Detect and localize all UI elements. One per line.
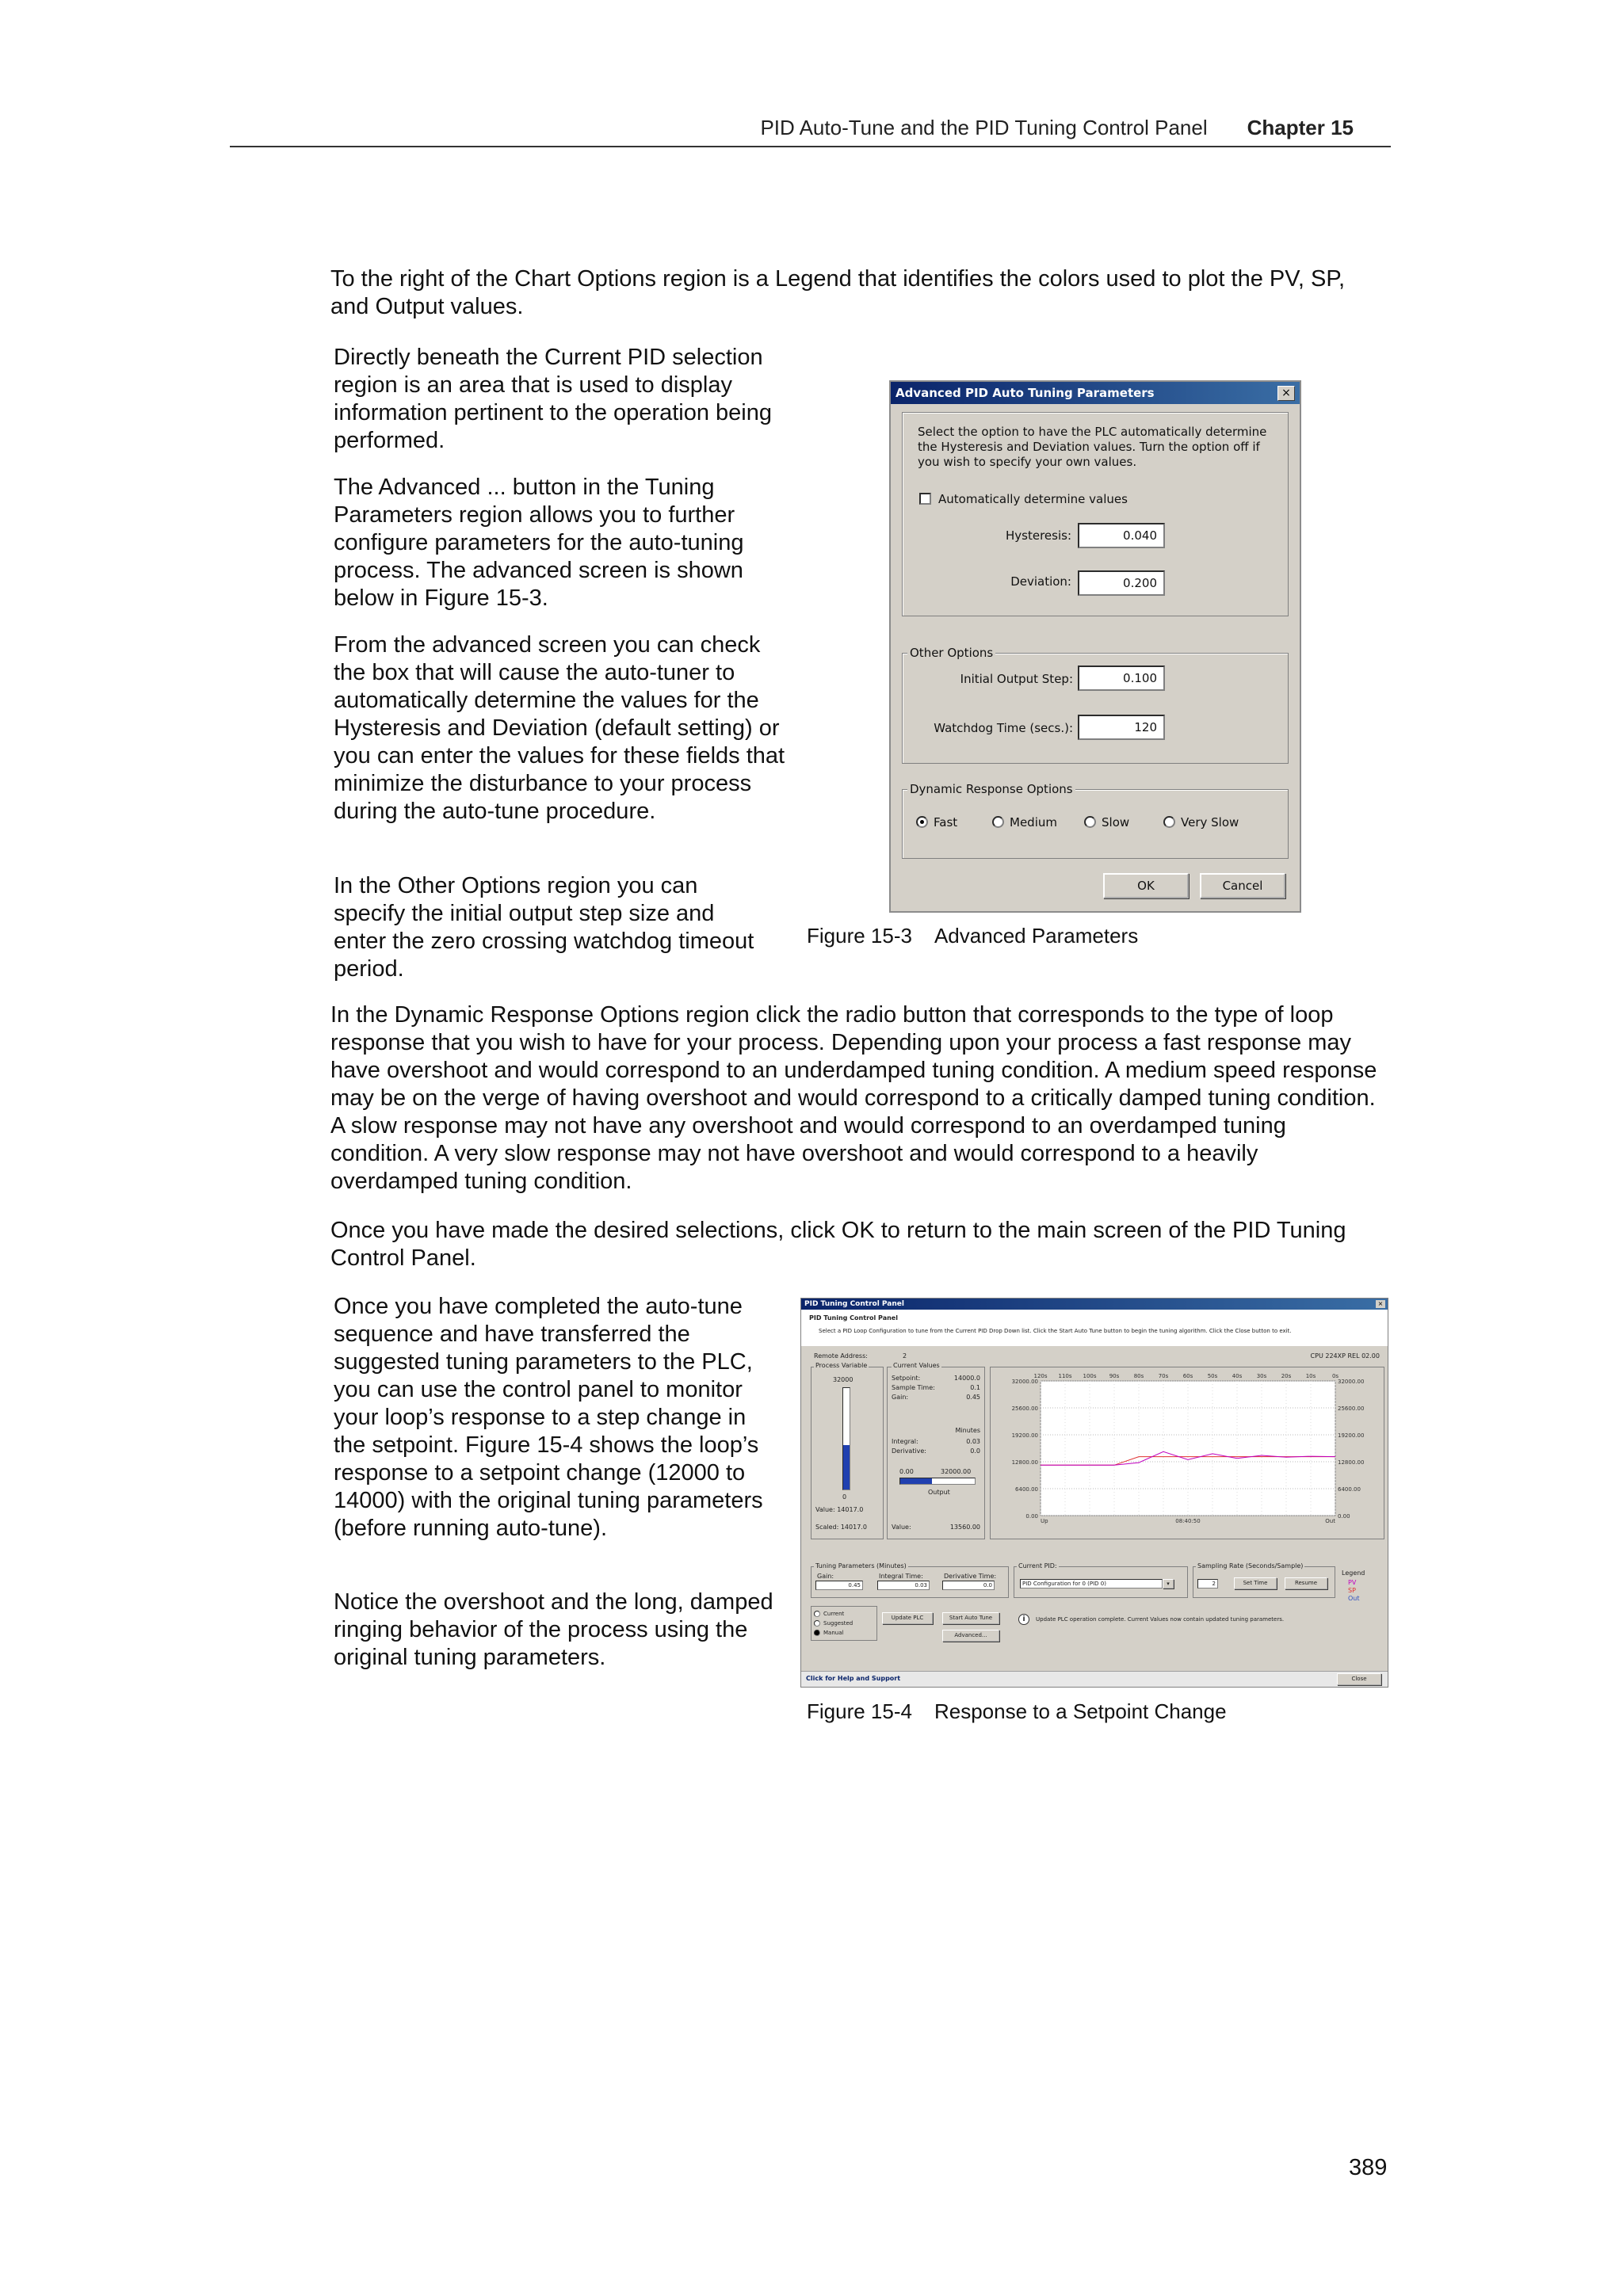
- legend-label: Legend: [1342, 1569, 1365, 1577]
- legend-out: Out: [1348, 1595, 1360, 1602]
- other-options-label: Other Options: [907, 646, 995, 660]
- derivative-value: 0.0: [970, 1447, 980, 1455]
- tuning-gain-label: Gain:: [817, 1573, 834, 1580]
- dynamic-response-label: Dynamic Response Options: [907, 782, 1075, 796]
- radio-suggested-label: Suggested: [823, 1620, 854, 1627]
- radio-medium-label: Medium: [1010, 815, 1057, 830]
- ok-button[interactable]: OK: [1103, 873, 1189, 898]
- gain-label: Gain:: [892, 1394, 909, 1401]
- auto-determine-label: Automatically determine values: [938, 492, 1128, 506]
- paragraph-other-options: In the Other Options region you can specify the initial output step size and enter the zero crossing watchdog timeout period.: [334, 873, 754, 982]
- tuning-derivative-label: Derivative Time:: [944, 1573, 997, 1580]
- chevron-down-icon[interactable]: ▾: [1163, 1579, 1174, 1589]
- output-max: 32000.00: [941, 1468, 972, 1475]
- x-tick: 70s: [1158, 1373, 1169, 1379]
- current-pid-label: Current PID:: [1018, 1562, 1057, 1569]
- legend-sp: SP: [1348, 1587, 1356, 1594]
- update-plc-button[interactable]: Update PLC: [882, 1612, 933, 1624]
- cpu-info: CPU 224XP REL 02.00: [1310, 1352, 1380, 1360]
- panel-instructions: Select a PID Loop Configuration to tune from the Current PID Drop Down list. Click the Start Auto Tune button to begin the tuning algorithm. Click the Close button to exit.: [819, 1328, 1292, 1334]
- y-tick-left: 25600.00: [1011, 1405, 1038, 1412]
- integral-value: 0.03: [966, 1438, 980, 1445]
- output-bar: [899, 1478, 976, 1485]
- output-label: Output: [928, 1489, 950, 1496]
- panel-title-bar: [801, 1299, 1388, 1310]
- figure-15-3-number: Figure 15-3: [807, 924, 912, 948]
- y-tick-right: 12800.00: [1338, 1459, 1365, 1466]
- radio-slow[interactable]: [1084, 816, 1096, 828]
- pv-label: Process Variable: [815, 1362, 868, 1369]
- panel-close-icon[interactable]: ×: [1376, 1300, 1385, 1308]
- paragraph-overshoot: Notice the overshoot and the long, damped ringing behavior of the process using the original tuning parameters.: [334, 1589, 773, 1670]
- pv-gauge-fill: [843, 1445, 850, 1489]
- figure-15-4-caption: [807, 1699, 1227, 1724]
- sample-time-label: Sample Time:: [892, 1384, 935, 1391]
- tuning-integral-label: Integral Time:: [879, 1573, 923, 1580]
- initial-step-label: Initial Output Step:: [960, 672, 1073, 686]
- pv-max: 32000: [833, 1376, 854, 1383]
- paragraph-monitor: Once you have completed the auto-tune sequence and have transferred the suggested tuning parameters to the PLC, you can use the control panel to monitor your loop’s response to a step change in the setpoint. Figure 15-4 shows the loop’s response to a setpoint change (12000 to 14000) with the original tuning parameters (before running auto-tune).: [334, 1294, 763, 1541]
- hysteresis-input[interactable]: 0.040: [1078, 523, 1165, 548]
- paragraph-advanced-button: The Advanced ... button in the Tuning Parameters region allows you to further configure parameters for the auto-tuning process. The advanced screen is shown below in Figure 15-3.: [334, 475, 744, 611]
- pv-scaled: Scaled: 14017.0: [815, 1524, 867, 1531]
- panel-title: PID Tuning Control Panel: [804, 1300, 904, 1308]
- paragraph-advanced-screen: From the advanced screen you can check the box that will cause the auto-tuner to automatically determine the values for the Hysteresis and Deviation (default setting) or you can enter the values for these fields that minimize the disturbance to your process during the auto-tune procedure.: [334, 632, 785, 824]
- derivative-label: Derivative:: [892, 1447, 926, 1455]
- figure-15-4-title: Response to a Setpoint Change: [934, 1699, 1227, 1723]
- pid-tuning-control-panel: [800, 1298, 1388, 1688]
- output-min: 0.00: [899, 1468, 914, 1475]
- dialog-title-bar: [891, 382, 1300, 404]
- remote-address-value: 2: [903, 1352, 907, 1360]
- radio-manual[interactable]: [814, 1630, 820, 1636]
- dialog-title: Advanced PID Auto Tuning Parameters: [896, 386, 1155, 400]
- x-tick: 10s: [1305, 1373, 1316, 1379]
- paragraph-current-pid: Directly beneath the Current PID selection region is an area that is used to display information pertinent to the operation being performed.: [334, 345, 772, 453]
- remote-address-label: Remote Address:: [814, 1352, 868, 1360]
- radio-current[interactable]: [814, 1611, 820, 1617]
- y-tick-left: 19200.00: [1011, 1432, 1038, 1439]
- cv-value: 13560.00: [949, 1524, 980, 1531]
- hysteresis-label: Hysteresis:: [1006, 528, 1071, 543]
- x-tick: 0s: [1331, 1373, 1339, 1379]
- figure-15-3-caption: [807, 924, 1138, 948]
- close-button[interactable]: Close: [1337, 1673, 1381, 1685]
- y-tick-right: 0.00: [1338, 1513, 1350, 1520]
- watchdog-label: Watchdog Time (secs.):: [934, 721, 1073, 735]
- y-tick-right: 19200.00: [1338, 1432, 1365, 1439]
- x-tick: 100s: [1083, 1373, 1097, 1379]
- x-tick: 110s: [1058, 1373, 1072, 1379]
- x-axis-time-label: 08:40:50: [1175, 1518, 1201, 1524]
- legend-pv: PV: [1348, 1579, 1357, 1586]
- tuning-derivative-input[interactable]: 0.0: [942, 1581, 995, 1590]
- pv-value: Value: 14017.0: [815, 1506, 864, 1513]
- x-tick: 80s: [1133, 1373, 1144, 1379]
- header-chapter: Chapter 15: [1247, 116, 1354, 139]
- header-title: PID Auto-Tune and the PID Tuning Control Panel: [760, 116, 1208, 139]
- trend-chart: [991, 1368, 1383, 1538]
- panel-status-bar: [801, 1671, 1388, 1687]
- y-tick-right: 32000.00: [1338, 1379, 1365, 1385]
- paragraph-legend: To the right of the Chart Options region is a Legend that identifies the colors used to plot the PV, SP, and Output values.: [330, 266, 1346, 319]
- radio-current-label: Current: [823, 1611, 845, 1617]
- x-axis-left-label: Up: [1041, 1518, 1048, 1524]
- close-icon[interactable]: ×: [1277, 386, 1295, 401]
- minutes-label: Minutes: [955, 1427, 980, 1434]
- setpoint-value: 14000.0: [953, 1375, 980, 1382]
- tuning-integral-input[interactable]: 0.03: [877, 1581, 930, 1590]
- current-pid-select[interactable]: PID Configuration for 0 (PID 0): [1020, 1579, 1163, 1589]
- x-tick: 90s: [1109, 1373, 1120, 1379]
- radio-very-slow-label: Very Slow: [1181, 815, 1239, 830]
- initial-step-input[interactable]: 0.100: [1078, 666, 1165, 691]
- advanced-button[interactable]: Advanced...: [942, 1630, 999, 1642]
- radio-manual-label: Manual: [823, 1630, 844, 1636]
- gain-value: 0.45: [966, 1394, 980, 1401]
- y-tick-right: 6400.00: [1338, 1486, 1361, 1493]
- y-tick-left: 32000.00: [1011, 1379, 1038, 1385]
- radio-medium[interactable]: [992, 816, 1004, 828]
- dialog-intro: Select the option to have the PLC automatically determine the Hysteresis and Deviation values. Turn the option off if you wish to specify your own values.: [918, 425, 1267, 469]
- pv-min: 0: [842, 1493, 847, 1501]
- help-link[interactable]: Click for Help and Support: [806, 1675, 901, 1682]
- radio-fast-label: Fast: [934, 815, 958, 830]
- radio-very-slow[interactable]: [1163, 816, 1175, 828]
- radio-suggested[interactable]: [814, 1620, 820, 1627]
- sample-time-value: 0.1: [970, 1384, 980, 1391]
- cv-label: Current Values: [893, 1362, 940, 1369]
- cv-value-label: Value:: [892, 1524, 911, 1531]
- integral-label: Integral:: [892, 1438, 918, 1445]
- sampling-rate-label: Sampling Rate (Seconds/Sample): [1197, 1562, 1304, 1569]
- output-bar-fill: [900, 1478, 932, 1484]
- x-axis-right-label: Out: [1325, 1518, 1335, 1524]
- paragraph-dynamic-response: In the Dynamic Response Options region click the radio button that corresponds to the type of loop response that you wish to have for your process. Depending upon your process a fast response may have overshoot and would correspond to an underdamped tuning condition. A medium speed response may be on the verge of having overshoot and would correspond to a critically damped tuning condition. A slow response may not have any overshoot and would correspond to an overdamped tuning condition. A very slow response may not have overshoot and would correspond to a heavily overdamped tuning condition.: [330, 1002, 1377, 1194]
- x-tick: 120s: [1033, 1373, 1048, 1379]
- panel-heading: PID Tuning Control Panel: [809, 1314, 898, 1322]
- info-icon: i: [1018, 1614, 1029, 1625]
- y-tick-left: 12800.00: [1011, 1459, 1038, 1466]
- advanced-parameters-dialog: [889, 380, 1301, 913]
- running-header: [760, 116, 1354, 140]
- tuning-gain-input[interactable]: 0.45: [815, 1581, 863, 1590]
- pv-gauge: [842, 1387, 850, 1490]
- tuning-parameters-label: Tuning Parameters (Minutes): [815, 1562, 907, 1569]
- start-autotune-button[interactable]: Start Auto Tune: [942, 1612, 999, 1624]
- watchdog-input[interactable]: 120: [1078, 715, 1165, 740]
- paragraph-return: Once you have made the desired selections, click OK to return to the main screen of the PID Tuning Control Panel.: [330, 1218, 1346, 1271]
- resume-button[interactable]: Resume: [1285, 1577, 1327, 1589]
- set-time-button[interactable]: Set Time: [1234, 1577, 1277, 1589]
- deviation-label: Deviation:: [1010, 574, 1071, 589]
- sampling-rate-input[interactable]: 2: [1197, 1579, 1218, 1589]
- y-tick-left: 6400.00: [1015, 1486, 1038, 1493]
- deviation-input[interactable]: 0.200: [1078, 570, 1165, 596]
- setpoint-label: Setpoint:: [892, 1375, 921, 1382]
- figure-15-4-number: Figure 15-4: [807, 1699, 912, 1723]
- x-tick: 60s: [1182, 1373, 1193, 1379]
- radio-slow-label: Slow: [1102, 815, 1130, 830]
- y-tick-right: 25600.00: [1338, 1405, 1365, 1412]
- x-tick: 50s: [1207, 1373, 1218, 1379]
- y-tick-left: 0.00: [1025, 1513, 1038, 1520]
- x-tick: 40s: [1232, 1373, 1243, 1379]
- figure-15-3-title: Advanced Parameters: [934, 924, 1139, 948]
- panel-header: [801, 1310, 1388, 1346]
- radio-fast[interactable]: [916, 816, 928, 828]
- x-tick: 20s: [1281, 1373, 1292, 1379]
- cancel-button[interactable]: Cancel: [1200, 873, 1285, 898]
- page-number: 389: [1349, 2155, 1388, 2180]
- info-message: Update PLC operation complete. Current Values now contain updated tuning parameters.: [1036, 1616, 1285, 1623]
- header-rule: [230, 146, 1391, 147]
- auto-determine-checkbox[interactable]: [919, 493, 931, 505]
- x-tick: 30s: [1256, 1373, 1267, 1379]
